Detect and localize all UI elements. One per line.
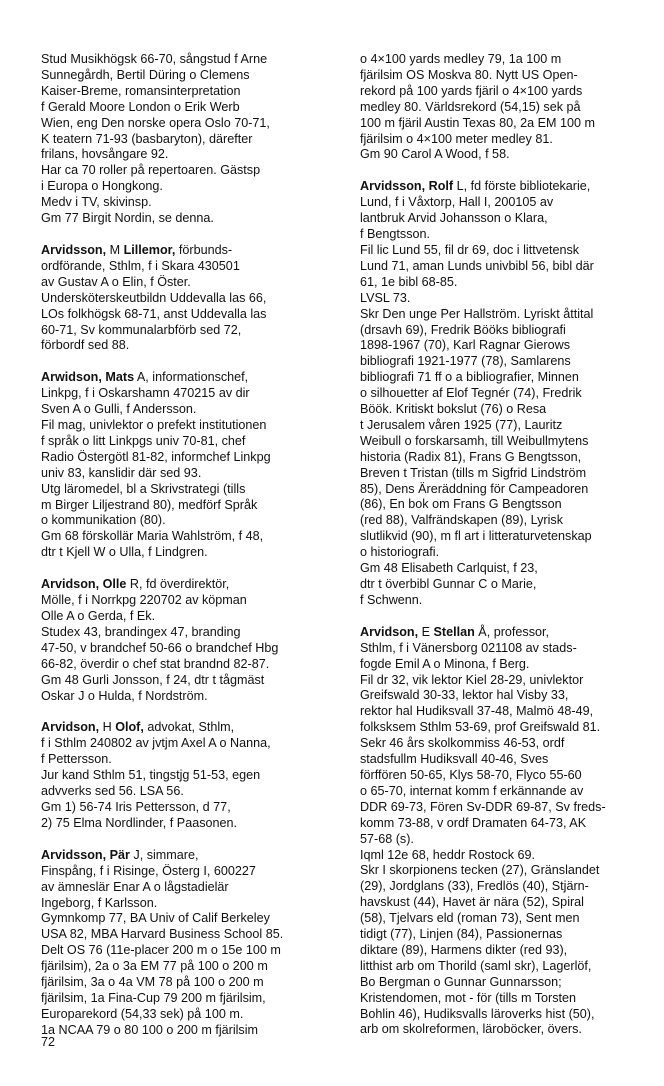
- entry-text-line: o kommunikation (80).: [41, 513, 166, 528]
- biography-entry: [41, 243, 341, 354]
- entry-text-line: f i Sthlm 240802 av jvtjm Axel A o Nanna,: [41, 736, 271, 751]
- entry-text-line: Gm 90 Carol A Wood, f 58.: [360, 147, 510, 162]
- entry-text-line: 66-82, överdir o chef stat brandnd 82-87.: [41, 656, 270, 671]
- entry-text-line: o 65-70, internat komm f erkännande av: [360, 783, 584, 798]
- entry-text-line: (red 88), Valfrändskapen (89), Lyrisk: [360, 513, 563, 528]
- entry-text-line: förbordf sed 88.: [41, 338, 130, 353]
- entry-text-line: medley 80. Världsrekord (54,15) sek på: [360, 99, 581, 114]
- entry-text-line: frilans, hovsångare 92.: [41, 147, 169, 162]
- entry-text-line: Sekr 46 års skolkommiss 46-53, ordf: [360, 736, 565, 751]
- entry-text-line: m Birger Liljestrand 80), medförf Språk: [41, 497, 258, 512]
- biography-entry: [41, 370, 341, 561]
- entry-text-line: ordförande, Sthlm, f i Skara 430501: [41, 258, 240, 273]
- entry-surname: Arvidson,: [41, 577, 100, 592]
- entry-initial: M: [106, 242, 124, 257]
- entry-surname: Arvidsson,: [41, 847, 107, 862]
- biography-entry: [41, 720, 341, 831]
- entry-text-line: litthist arb om Thorild (saml skr), Lagerlöf,: [360, 958, 592, 973]
- biography-entry: [41, 848, 341, 1039]
- entry-text-line: 60-71, Sv kommunalarbförb sed 72,: [41, 322, 242, 337]
- entry-text-line: bibliografi 1921-1977 (78), Samlarens: [360, 354, 571, 369]
- entry-text-line: Medv i TV, skivinsp.: [41, 195, 152, 210]
- entry-text-line: Radio Östergötl 81-82, informchef Linkpg: [41, 449, 271, 464]
- entry-given-name: Olof,: [115, 720, 144, 735]
- entry-text-line: Sthlm, f i Vänersborg 021108 av stads-: [360, 640, 577, 655]
- entry-text-line: Oskar J o Hulda, f Nordström.: [41, 688, 208, 703]
- entry-text-line: DDR 69-73, Fören Sv-DDR 69-87, Sv freds-: [360, 799, 606, 814]
- entry-text-line: Undersköterskeutbildn Uddevalla las 66,: [41, 290, 267, 305]
- entry-text-line: o silhouetter af Elof Tegnér (74), Fredrik: [360, 386, 582, 401]
- entry-text-line: Kristendomen, mot - för (tills m Torsten: [360, 990, 577, 1005]
- entry-text-line: 100 m fjäril Austin Texas 80, 2a EM 100 m: [360, 115, 595, 130]
- entry-text-line: Fil lic Lund 55, fil dr 69, doc i littvetensk: [360, 242, 580, 257]
- entry-given-name: Lillemor,: [123, 242, 176, 257]
- entry-text-line: Har ca 70 roller på repertoaren. Gästsp: [41, 163, 261, 178]
- entry-text-line: fjärilsim OS Moskva 80. Nytt US Open-: [360, 67, 578, 82]
- entry-text-line: dtr t Kjell W o Ulla, f Lindgren.: [41, 545, 208, 560]
- entry-heading: [360, 179, 660, 195]
- entry-text-line: lantbruk Arvid Johansson o Klara,: [360, 211, 548, 226]
- entry-heading: [41, 577, 341, 593]
- entry-text-line: folksksem Sthlm 53-69, prof Greifswald 81.: [360, 720, 601, 735]
- entry-text-line: 2) 75 Elma Nordlinder, f Paasonen.: [41, 815, 238, 830]
- entry-text-line: t Jerusalem våren 1925 (77), Lauritz: [360, 417, 563, 432]
- entry-text-line: f språk o litt Linkpgs univ 70-81, chef: [41, 433, 246, 448]
- entry-text-line: Kaiser-Breme, romansinterpretation: [41, 83, 241, 98]
- entry-text-line: fjärilsim, 3a o 4a VM 78 på 100 o 200 m: [41, 975, 264, 990]
- entry-text-line: Böök. Kritiskt bokslut (76) o Resa: [360, 402, 547, 417]
- entry-heading: [360, 625, 660, 641]
- entry-surname: Arvidsson,: [360, 179, 426, 194]
- entry-text-line: Linkpg, f i Oskarshamn 470215 av dir: [41, 386, 250, 401]
- entry-initial: H: [99, 720, 116, 735]
- entry-text-line: Bo Bergman o Gunnar Gunnarsson;: [360, 974, 562, 989]
- entry-surname: Arvidsson,: [41, 242, 107, 257]
- entry-heading: [41, 370, 341, 386]
- entry-text-line: 1898-1967 (70), Karl Ragnar Gierows: [360, 338, 571, 353]
- entry-text-line: Gymnkomp 77, BA Univ of Calif Berkeley: [41, 911, 270, 926]
- entry-text-line: LOs folkhögsk 68-71, anst Uddevalla las: [41, 306, 267, 321]
- entry-text-line: (86), En bok om Frans G Bengtsson: [360, 497, 562, 512]
- entry-text-line: 1a NCAA 79 o 80 100 o 200 m fjärilsim: [41, 1022, 259, 1037]
- entry-text-line: Weibull o forskarsamh, till Weibullmytens: [360, 433, 589, 448]
- entry-text-line: av Gustav A o Elin, f Öster.: [41, 274, 191, 289]
- entry-text-line: K teatern 71-93 (basbaryton), därefter: [41, 131, 253, 146]
- entry-text-line: Finspång, f i Risinge, Österg I, 600227: [41, 863, 256, 878]
- entry-text-line: 57-68 (s).: [360, 831, 414, 846]
- entry-text-line: rektor hal Hudiksvall 37-48, Malmö 48-49,: [360, 704, 594, 719]
- entry-text-line: Gm 1) 56-74 Iris Pettersson, d 77,: [41, 799, 231, 814]
- entry-title: advokat, Sthlm,: [143, 720, 235, 735]
- entry-text-line: Stud Musikhögsk 66-70, sångstud f Arne: [41, 52, 268, 66]
- entry-text-line: Skr Den unge Per Hallström. Lyriskt åttital: [360, 306, 594, 321]
- entry-text-line: Ingeborg, f Karlsson.: [41, 895, 158, 910]
- entry-heading: [41, 243, 341, 259]
- entry-text-line: Gm 77 Birgit Nordin, se denna.: [41, 211, 214, 226]
- entry-title: J, simmare,: [129, 847, 199, 862]
- entry-text-line: stadsfullm Hudiksvall 40-46, Sves: [360, 752, 549, 767]
- entry-text-line: LVSL 73.: [360, 290, 411, 305]
- entry-text-line: Studex 43, brandingex 47, branding: [41, 624, 241, 639]
- entry-text-line: Greifswald 30-33, lektor hal Visby 33,: [360, 688, 569, 703]
- entry-text-line: f Schwenn.: [360, 592, 423, 607]
- entry-text-line: 47-50, v brandchef 50-66 o brandchef Hbg: [41, 640, 279, 655]
- entry-text-line: Fil dr 32, vik lektor Kiel 28-29, univlektor: [360, 672, 584, 687]
- entry-text-line: Skr I skorpionens tecken (27), Gränslandet: [360, 863, 600, 878]
- entry-text-line: Utg läromedel, bl a Skrivstrategi (tills: [41, 481, 246, 496]
- entry-surname: Arvidson,: [360, 624, 419, 639]
- entry-given-name: Olle: [102, 577, 127, 592]
- entry-text-line: f Pettersson.: [41, 752, 112, 767]
- entry-given-name: Stellan: [433, 624, 475, 639]
- entry-text-line: fjärilsim o 4×100 meter medley 81.: [360, 131, 553, 146]
- entry-text-line: bibliografi 71 ff o a bibliografier, Minnen: [360, 370, 579, 385]
- entry-text-line: (29), Jordglans (33), Fredlös (40), Stjärn-: [360, 879, 589, 894]
- biography-entry: [360, 179, 660, 608]
- entry-text-line: (58), Tjelvars eld (roman 73), Sent men: [360, 911, 580, 926]
- entry-given-name: Rolf: [428, 179, 454, 194]
- entry-text-line: förffören 50-65, Klys 58-70, Flyco 55-60: [360, 767, 582, 782]
- biography-entry: [41, 577, 341, 704]
- entry-text-line: i Europa o Hongkong.: [41, 179, 163, 194]
- entry-title: A, informationschef,: [134, 370, 249, 385]
- entry-text-line: Lund, f i Våxtorp, Hall I, 200105 av: [360, 195, 554, 210]
- entry-title: förbunds-: [175, 242, 233, 257]
- entry-text-line: av ämneslär Enar A o lågstadielär: [41, 879, 229, 894]
- entry-text-line: dtr t överbibl Gunnar C o Marie,: [360, 577, 537, 591]
- entry-text-line: Gm 68 förskollär Maria Wahlström, f 48,: [41, 529, 264, 544]
- entry-text-line: fjärilsim, 1a Fina-Cup 79 200 m fjärilsim,: [41, 990, 266, 1005]
- biography-entry: [41, 52, 341, 227]
- right-column: [360, 52, 660, 1054]
- entry-text-line: Iqml 12e 68, heddr Rostock 69.: [360, 847, 536, 862]
- entry-text-line: Olle A o Gerda, f Ek.: [41, 609, 156, 623]
- entry-text-line: diktare (89), Harmens dikter (red 93),: [360, 942, 568, 957]
- entry-text-line: Sven A o Gulli, f Andersson.: [41, 402, 197, 417]
- entry-text-line: o 4×100 yards medley 79, 1a 100 m: [360, 52, 562, 66]
- biography-entry: [360, 52, 660, 163]
- entry-title: R, fd överdirektör,: [126, 577, 230, 592]
- entry-text-line: Bohlin 46), Hudiksvalls läroverks hist (50),: [360, 1006, 595, 1021]
- entry-surname: Arwidson,: [41, 370, 102, 385]
- entry-text-line: fogde Emil A o Minona, f Berg.: [360, 656, 530, 671]
- entry-text-line: komm 73-88, v ordf Dramaten 64-73, AK: [360, 815, 587, 830]
- entry-given-name: Pär: [109, 847, 130, 862]
- entry-text-line: rekord på 100 yards fjäril o 4×100 yards: [360, 83, 583, 98]
- entry-text-line: tidigt (77), Linjen (84), Passionernas: [360, 927, 563, 942]
- entry-text-line: f Bengtsson.: [360, 227, 431, 242]
- entry-text-line: havskust (44), Havet är nära (52), Spiral: [360, 895, 584, 910]
- entry-text-line: Gm 48 Gurli Jonsson, f 24, dtr t tågmäst: [41, 672, 265, 687]
- entry-text-line: 85), Dens Äreräddning för Campeadoren: [360, 481, 589, 496]
- entry-heading: [41, 848, 341, 864]
- entry-text-line: Fil mag, univlektor o prefekt institutionen: [41, 418, 267, 433]
- entry-text-line: Mölle, f i Norrkpg 220702 av köpman: [41, 593, 247, 608]
- entry-text-line: fjärilsim), 2a o 3a EM 77 på 100 o 200 m: [41, 959, 268, 974]
- entry-text-line: Sunnegårdh, Bertil Düring o Clemens: [41, 67, 250, 82]
- entry-text-line: Lund 71, aman Lunds univbibl 56, bibl där: [360, 258, 594, 273]
- entry-surname: Arvidson,: [41, 720, 100, 735]
- entry-text-line: Europarekord (54,33 sek) på 100 m.: [41, 1006, 244, 1021]
- entry-text-line: USA 82, MBA Harvard Business School 85.: [41, 927, 284, 942]
- entry-text-line: o historiografi.: [360, 545, 440, 560]
- entry-text-line: historia (Radix 81), Frans G Bengtsson,: [360, 449, 582, 464]
- biography-entry: [360, 625, 660, 1039]
- left-column: [41, 52, 341, 1055]
- entry-text-line: Jur kand Sthlm 51, tingstjg 51-53, egen: [41, 768, 261, 783]
- entry-text-line: 61, 1e bibl 68-85.: [360, 274, 458, 289]
- entry-text-line: Delt OS 76 (11e-placer 200 m o 15e 100 m: [41, 943, 281, 958]
- entry-given-name: Mats: [105, 370, 135, 385]
- entry-text-line: slutlikvid (90), m fl art i litteraturvetenskap: [360, 529, 592, 544]
- entry-text-line: Gm 48 Elisabeth Carlquist, f 23,: [360, 561, 538, 576]
- entry-heading: [41, 720, 341, 736]
- entry-text-line: univ 83, kanslidir där sed 93.: [41, 465, 202, 480]
- entry-title: Å, professor,: [474, 624, 549, 639]
- entry-text-line: Wien, eng Den norske opera Oslo 70-71,: [41, 115, 270, 130]
- entry-text-line: (drsavh 69), Fredrik Bööks bibliografi: [360, 322, 566, 337]
- entry-initial: E: [418, 624, 434, 639]
- entry-text-line: f Gerald Moore London o Erik Werb: [41, 99, 240, 114]
- entry-title: L, fd förste bibliotekarie,: [453, 179, 591, 194]
- entry-text-line: Breven t Tristan (tills m Sigfrid Lindström: [360, 465, 587, 480]
- page-number: 72: [41, 1035, 56, 1049]
- entry-text-line: arb om skolreformen, läroböcker, övers.: [360, 1022, 582, 1037]
- entry-text-line: advverks sed 56. LSA 56.: [41, 784, 184, 799]
